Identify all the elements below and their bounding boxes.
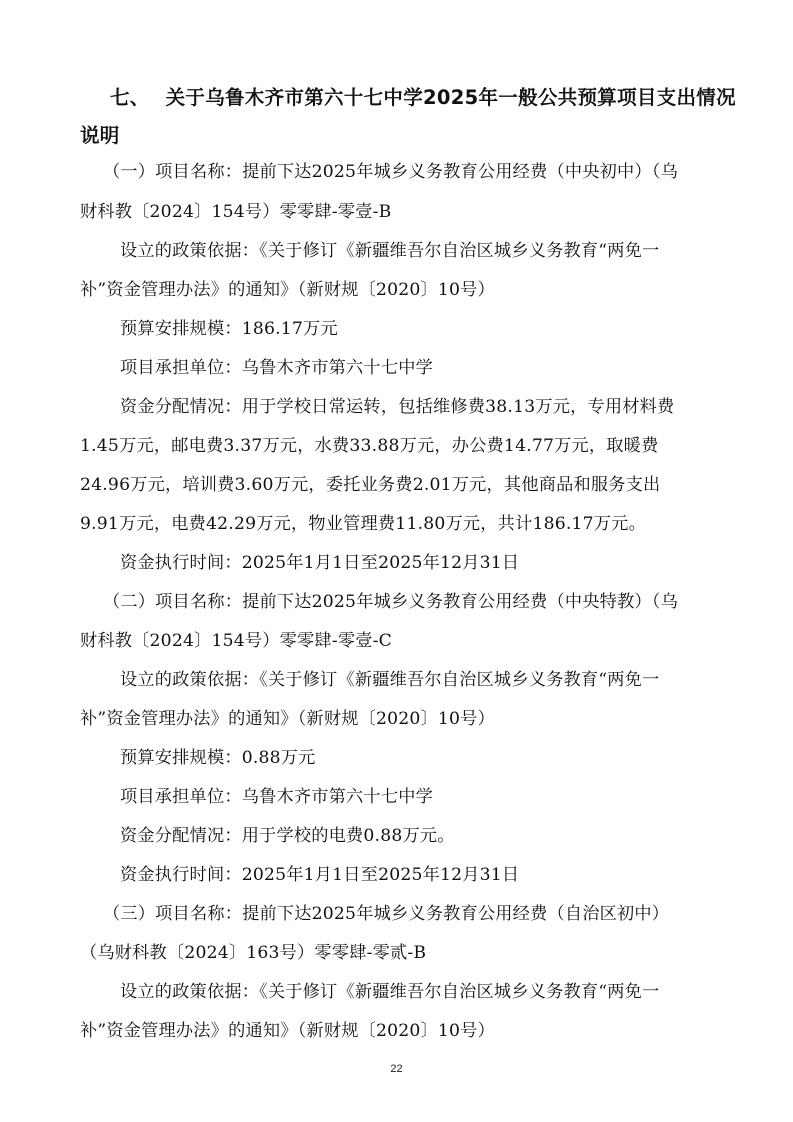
item2-unit: 项目承担单位：乌鲁木齐市第六十七中学 — [120, 787, 433, 807]
item1-basis-line2: 补”资金管理办法》的通知》（新财规〔2020〕10号） — [80, 280, 495, 300]
item1-allocation-line4: 9.91万元，电费42.29万元，物业管理费11.80万元，共计186.17万元。 — [80, 514, 646, 534]
item1-name-line2: 财科教〔2024〕154号）零零肆-零壹-B — [80, 202, 392, 222]
item2-basis-line2: 补”资金管理办法》的通知》（新财规〔2020〕10号） — [80, 709, 495, 729]
item1-period: 资金执行时间：2025年1月1日至2025年12月31日 — [120, 553, 520, 573]
item2-name-line1: （二）项目名称：提前下达2025年城乡义务教育公用经费（中央特教）（乌 — [103, 592, 678, 612]
item3-name-line2: （乌财科教〔2024〕163号）零零肆-零贰-B — [80, 943, 427, 963]
item1-allocation-line1: 资金分配情况：用于学校日常运转，包括维修费38.13万元，专用材料费 — [120, 397, 675, 417]
item2-period: 资金执行时间：2025年1月1日至2025年12月31日 — [120, 865, 520, 885]
item1-unit: 项目承担单位：乌鲁木齐市第六十七中学 — [120, 358, 433, 378]
item1-allocation-line2: 1.45万元，邮电费3.37万元，水费33.88万元，办公费14.77万元，取暖费 — [80, 436, 659, 456]
item2-name-line2: 财科教〔2024〕154号）零零肆-零壹-C — [80, 631, 392, 651]
section-heading — [110, 88, 744, 108]
item3-name-line1: （三）项目名称：提前下达2025年城乡义务教育公用经费（自治区初中） — [103, 904, 670, 924]
item1-allocation-line3: 24.96万元，培训费3.60万元，委托业务费2.01万元，其他商品和服务支出 — [80, 475, 661, 495]
page-number: 22 — [390, 1063, 403, 1075]
section-title-line2: 说明 — [80, 124, 120, 147]
item2-allocation-line1: 资金分配情况：用于学校的电费0.88万元。 — [120, 826, 455, 846]
item1-budget: 预算安排规模：186.17万元 — [120, 319, 338, 339]
section-number: 七、 — [110, 86, 150, 109]
item2-basis-line1: 设立的政策依据：《关于修订《新疆维吾尔自治区城乡义务教育“两免一 — [120, 670, 660, 690]
section-title-line1: 关于乌鲁木齐市第六十七中学2025年一般公共预算项目支出情况 — [165, 86, 736, 109]
item2-budget: 预算安排规模：0.88万元 — [120, 748, 316, 768]
item1-basis-line1: 设立的政策依据：《关于修订《新疆维吾尔自治区城乡义务教育“两免一 — [120, 241, 660, 261]
item3-basis-line1: 设立的政策依据：《关于修订《新疆维吾尔自治区城乡义务教育“两免一 — [120, 982, 660, 1002]
item3-basis-line2: 补”资金管理办法》的通知》（新财规〔2020〕10号） — [80, 1021, 495, 1041]
item1-name-line1: （一）项目名称：提前下达2025年城乡义务教育公用经费（中央初中）（乌 — [103, 162, 678, 182]
